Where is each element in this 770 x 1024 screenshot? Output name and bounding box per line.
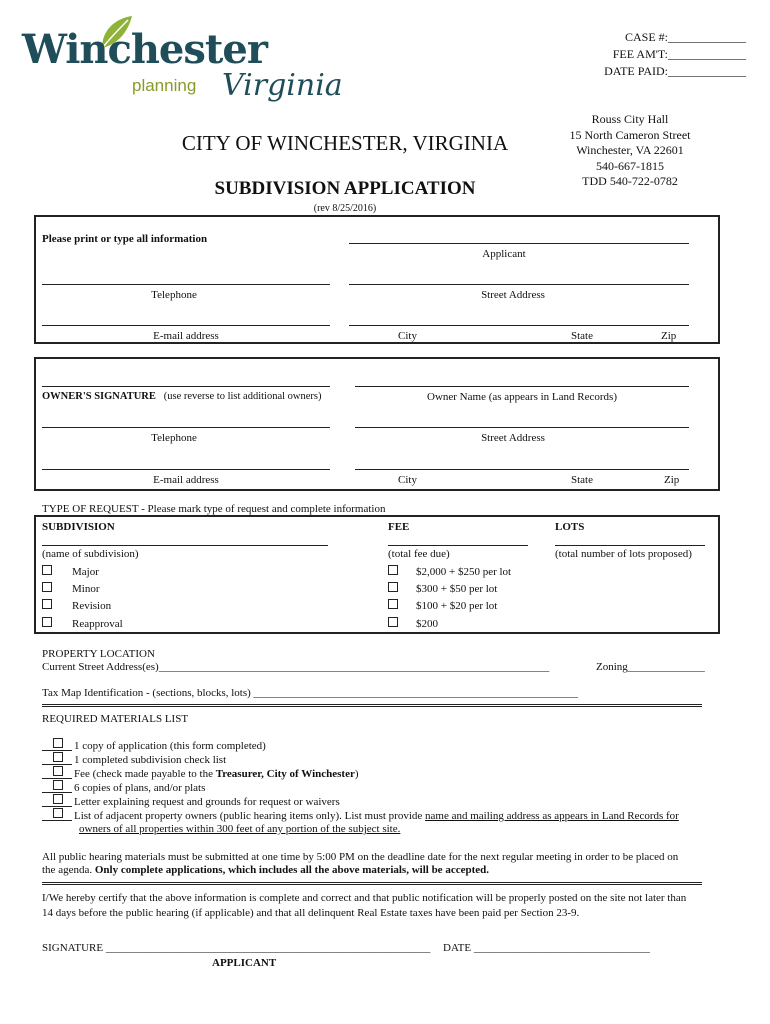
fee-prefix: Fee (check made payable to the xyxy=(74,768,216,780)
fee-major-checkbox[interactable] xyxy=(388,565,398,575)
owner-signature-note: (use reverse to list additional owners) xyxy=(163,391,322,402)
materials-checkbox[interactable] xyxy=(53,780,63,790)
adjacent-requirement: name and mailing address as appears in Land Records for xyxy=(425,810,679,822)
hearing-notice: All public hearing materials must be submitted at one time by 5:00 PM on the deadline date for the next regular meeting in order to be placed on xyxy=(42,851,679,863)
materials-checkbox[interactable] xyxy=(53,766,63,776)
fee-reapproval-checkbox[interactable] xyxy=(388,617,398,627)
city-title: CITY OF WINCHESTER, VIRGINIA xyxy=(181,131,509,155)
city-label: City xyxy=(398,330,417,342)
address-line: TDD 540-722-0782 xyxy=(582,174,678,188)
materials-blank xyxy=(42,820,72,821)
materials-checkbox[interactable] xyxy=(53,794,63,804)
materials-item-letter: Letter explaining request and grounds for request or waivers xyxy=(74,796,340,808)
hearing-notice-cont xyxy=(42,864,489,876)
fee-hint: (total fee due) xyxy=(388,548,450,560)
lots-total-line[interactable] xyxy=(555,545,705,546)
owner-state-label: State xyxy=(571,474,593,486)
fee-column-header: FEE xyxy=(388,521,410,533)
notice-plain: the agenda. xyxy=(42,864,95,876)
office-address xyxy=(560,112,700,190)
email-line[interactable] xyxy=(42,325,330,326)
address-line: Rouss City Hall xyxy=(591,112,669,126)
street-label: Street Address xyxy=(481,289,545,301)
state-label: State xyxy=(571,330,593,342)
owner-city-state-zip-line[interactable] xyxy=(355,469,689,470)
address-line: 15 North Cameron Street xyxy=(569,127,691,142)
property-heading: PROPERTY LOCATION xyxy=(42,648,155,660)
subdivision-name-hint: (name of subdivision) xyxy=(42,548,139,560)
owner-name-line[interactable] xyxy=(355,386,689,387)
materials-checkbox[interactable] xyxy=(53,738,63,748)
fee-reapproval: $200 xyxy=(416,618,438,630)
request-section xyxy=(34,515,720,634)
address-line: Winchester, VA 22601 xyxy=(576,143,684,157)
request-heading: TYPE OF REQUEST - Please mark type of request and complete information xyxy=(42,503,386,515)
logo-planning: planning xyxy=(132,76,197,95)
separator xyxy=(42,882,702,885)
type-major: Major xyxy=(72,566,99,578)
owner-street-label: Street Address xyxy=(481,432,545,444)
materials-heading: REQUIRED MATERIALS LIST xyxy=(42,713,189,725)
case-number-field: CASE #:_____________ xyxy=(624,30,746,44)
zoning-field[interactable]: Zoning______________ xyxy=(596,661,705,673)
subdivision-name-line[interactable] xyxy=(42,545,328,546)
owner-telephone-label: Telephone xyxy=(151,432,197,444)
materials-blank xyxy=(42,764,72,765)
applicant-line[interactable] xyxy=(349,243,689,244)
application-title: SUBDIVISION APPLICATION xyxy=(214,178,476,199)
materials-item-application: 1 copy of application (this form completed) xyxy=(74,740,266,752)
owner-city-label: City xyxy=(398,474,417,486)
materials-blank xyxy=(42,806,72,807)
materials-blank xyxy=(42,778,72,779)
owner-signature-label xyxy=(42,391,322,402)
fee-total-line[interactable] xyxy=(388,545,528,546)
type-minor: Minor xyxy=(72,583,100,595)
lots-column-header: LOTS xyxy=(555,521,585,533)
materials-item-adjacent xyxy=(74,810,679,822)
applicant-signature-label: APPLICANT xyxy=(212,957,277,969)
owner-street-line[interactable] xyxy=(355,427,689,428)
materials-blank xyxy=(42,750,72,751)
materials-checkbox[interactable] xyxy=(53,752,63,762)
revision-date: (rev 8/25/2016) xyxy=(313,203,377,214)
reapproval-checkbox[interactable] xyxy=(42,617,52,627)
date-line[interactable]: DATE ________________________________ xyxy=(443,942,650,954)
telephone-line[interactable] xyxy=(42,284,330,285)
fee-suffix: ) xyxy=(354,768,359,780)
fee-minor: $300 + $50 per lot xyxy=(416,583,498,595)
signature-line[interactable]: SIGNATURE ___________________________________________________________ xyxy=(42,942,431,954)
owner-name-label: Owner Name (as appears in Land Records) xyxy=(427,391,617,403)
owner-email-label: E-mail address xyxy=(153,474,219,486)
applicant-label: Applicant xyxy=(482,248,526,260)
separator xyxy=(42,704,702,707)
city-state-zip-line[interactable] xyxy=(349,325,689,326)
revision-checkbox[interactable] xyxy=(42,599,52,609)
adjacent-prefix: List of adjacent property owners (public hearing items only). List must provide xyxy=(74,810,426,822)
owner-zip-label: Zip xyxy=(664,474,680,486)
type-revision: Revision xyxy=(72,600,112,612)
subdivision-column-header: SUBDIVISION xyxy=(42,521,115,533)
street-line[interactable] xyxy=(349,284,689,285)
materials-item-fee xyxy=(74,768,359,780)
major-checkbox[interactable] xyxy=(42,565,52,575)
address-line: 540-667-1815 xyxy=(596,158,664,173)
notice-bold: Only complete applications, which includes all the above materials, will be accepted. xyxy=(94,864,489,876)
tax-map-field[interactable]: Tax Map Identification - (sections, blocks, lots) ___________________________________________________________ xyxy=(42,687,579,699)
materials-blank xyxy=(42,792,72,793)
fee-minor-checkbox[interactable] xyxy=(388,582,398,592)
logo-virginia: Virginia xyxy=(222,68,343,103)
email-label: E-mail address xyxy=(153,330,219,342)
owner-telephone-line[interactable] xyxy=(42,427,330,428)
materials-item-checklist: 1 completed subdivision check list xyxy=(74,754,227,766)
minor-checkbox[interactable] xyxy=(42,582,52,592)
instruction-text: Please print or type all information xyxy=(42,233,208,245)
owner-signature-bold: OWNER'S SIGNATURE xyxy=(42,391,156,402)
street-address-field[interactable]: Current Street Address(es)_______________________________________________________________________ xyxy=(42,661,550,673)
lots-hint: (total number of lots proposed) xyxy=(555,548,692,560)
type-reapproval: Reapproval xyxy=(72,618,123,630)
fee-revision: $100 + $20 per lot xyxy=(416,600,498,612)
certification-text-cont: 14 days before the public hearing (if applicable) and that all delinquent Real Estate taxes have been paid per Section 23-9. xyxy=(42,907,580,919)
zip-label: Zip xyxy=(661,330,677,342)
fee-amount-field: FEE AM'T:_____________ xyxy=(612,47,746,61)
materials-checkbox[interactable] xyxy=(53,808,63,818)
materials-item-plans: 6 copies of plans, and/or plats xyxy=(74,782,206,794)
fee-revision-checkbox[interactable] xyxy=(388,599,398,609)
telephone-label: Telephone xyxy=(151,289,197,301)
fee-payee: Treasurer, City of Winchester xyxy=(215,768,355,780)
adjacent-requirement-cont: owners of all properties within 300 feet of any portion of the subject site. xyxy=(79,823,401,835)
owner-email-line[interactable] xyxy=(42,469,330,470)
owner-signature-line[interactable] xyxy=(42,386,330,387)
date-paid-field: DATE PAID:_____________ xyxy=(604,64,746,78)
fee-major: $2,000 + $250 per lot xyxy=(416,566,512,578)
city-logo xyxy=(22,14,342,106)
certification-text: I/We hereby certify that the above information is complete and correct and that public notification will be properly posted on the site not later than xyxy=(42,892,687,904)
owner-section xyxy=(34,357,720,491)
logo-winchester: Winchester xyxy=(22,26,267,73)
